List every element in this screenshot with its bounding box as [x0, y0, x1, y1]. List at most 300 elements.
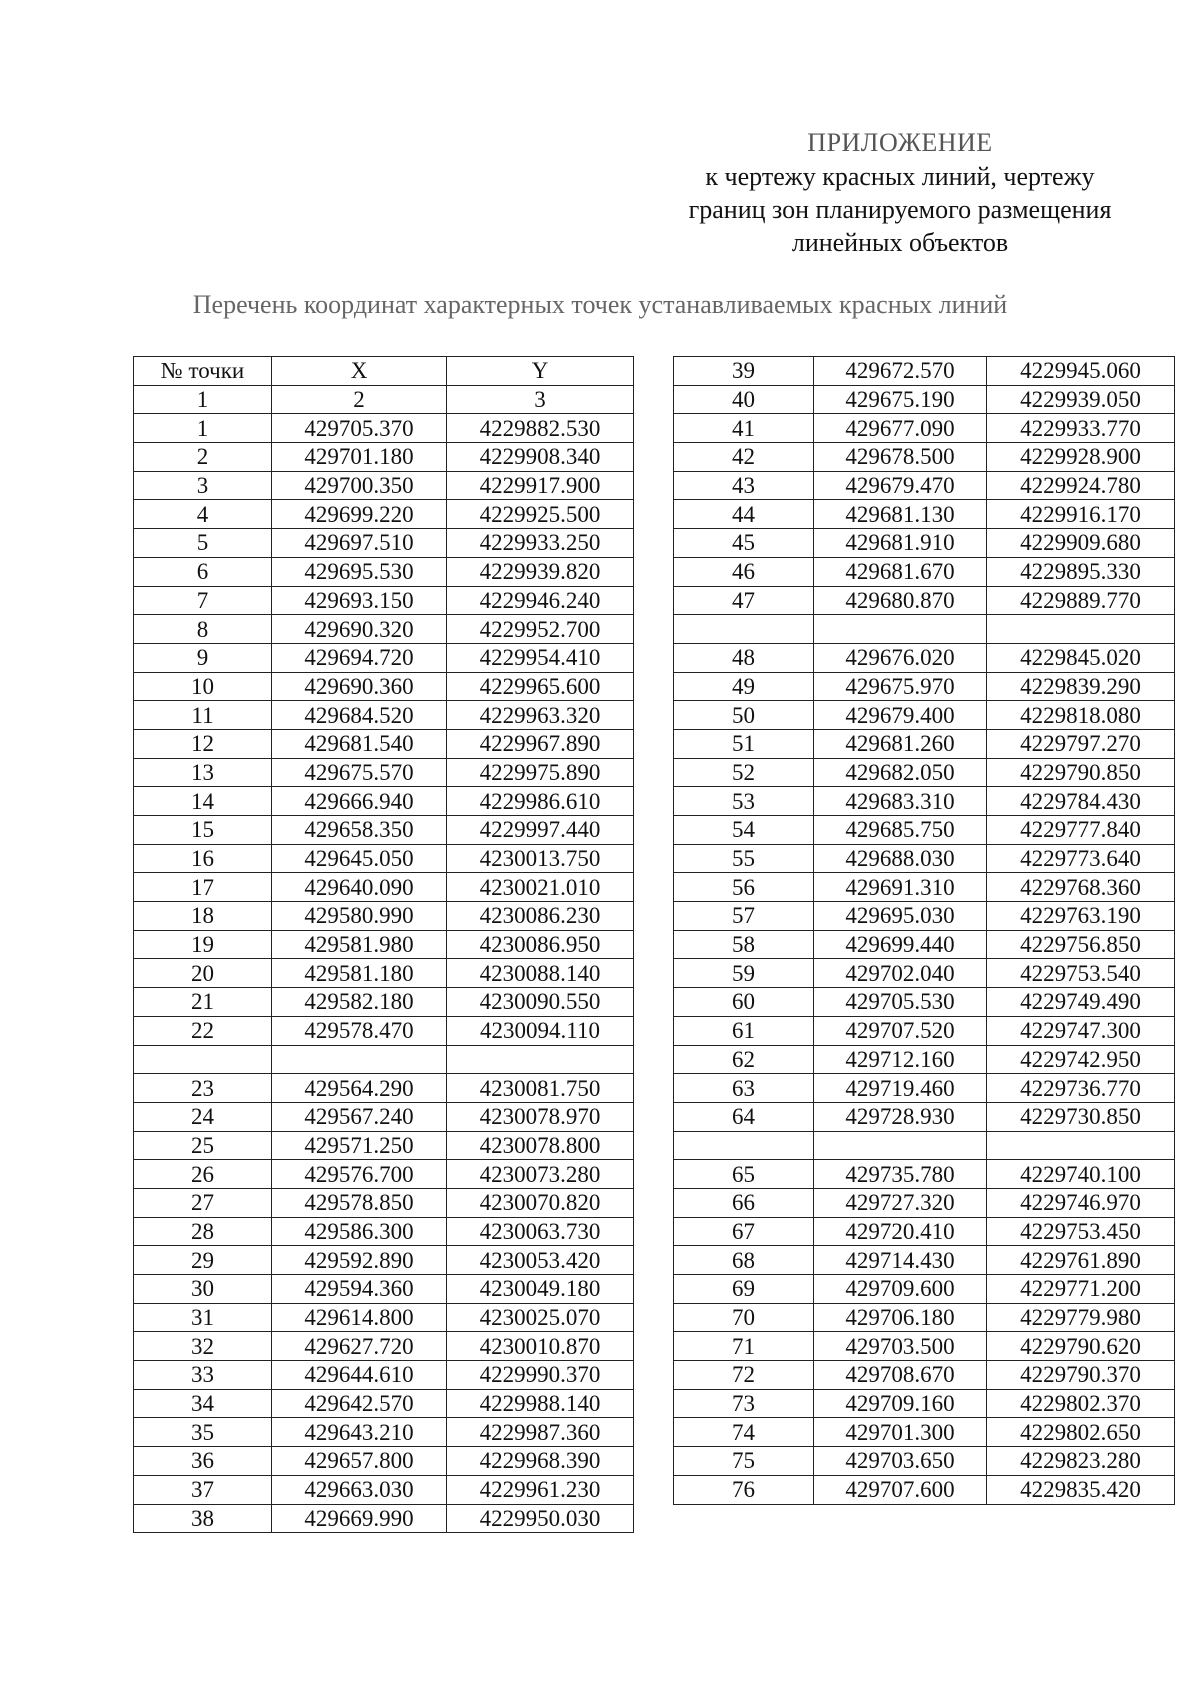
y-coordinate-cell: 4229749.490 [987, 988, 1175, 1017]
x-coordinate-cell: 429735.780 [814, 1160, 987, 1189]
x-coordinate-cell: 429644.610 [272, 1361, 447, 1390]
x-coordinate-cell: 429582.180 [272, 988, 447, 1017]
y-coordinate-cell: 4229946.240 [447, 586, 634, 615]
x-coordinate-cell: 429627.720 [272, 1332, 447, 1361]
y-coordinate-cell: 4230078.800 [447, 1131, 634, 1160]
x-coordinate-cell: 429614.800 [272, 1303, 447, 1332]
x-coordinate-cell: 429688.030 [814, 844, 987, 873]
table-row [674, 816, 1175, 845]
table-row [674, 988, 1175, 1017]
point-number-cell: 38 [134, 1504, 272, 1533]
x-coordinate-cell: 429578.850 [272, 1188, 447, 1217]
x-coordinate-cell [814, 615, 987, 644]
table-row [674, 1475, 1175, 1504]
y-coordinate-cell: 4229924.780 [987, 471, 1175, 500]
x-coordinate-cell: 429703.650 [814, 1447, 987, 1476]
point-number-cell: 62 [674, 1045, 814, 1074]
table-row [134, 414, 634, 443]
point-number-cell: 24 [134, 1102, 272, 1131]
x-coordinate-cell: 429695.530 [272, 557, 447, 586]
x-coordinate-cell: 429690.360 [272, 672, 447, 701]
point-number-cell: 3 [134, 471, 272, 500]
point-number-cell: 13 [134, 758, 272, 787]
coordinates-table-right [673, 356, 1175, 1505]
y-coordinate-cell: 4230025.070 [447, 1303, 634, 1332]
table-row [674, 357, 1175, 386]
y-coordinate-cell: 4229986.610 [447, 787, 634, 816]
point-number-cell: 56 [674, 873, 814, 902]
x-coordinate-cell: 429712.160 [814, 1045, 987, 1074]
point-number-cell [134, 1045, 272, 1074]
x-coordinate-cell: 429669.990 [272, 1504, 447, 1533]
x-coordinate-cell: 429707.600 [814, 1475, 987, 1504]
y-coordinate-cell: 4229761.890 [987, 1246, 1175, 1275]
x-coordinate-cell: 429680.870 [814, 586, 987, 615]
y-coordinate-cell: 4229939.050 [987, 385, 1175, 414]
x-coordinate-cell: 429727.320 [814, 1188, 987, 1217]
x-coordinate-cell [272, 1045, 447, 1074]
point-number-cell: 53 [674, 787, 814, 816]
point-number-cell [674, 1131, 814, 1160]
table-row [674, 758, 1175, 787]
x-coordinate-cell: 429702.040 [814, 959, 987, 988]
point-number-cell: 37 [134, 1475, 272, 1504]
y-coordinate-cell: 4229797.270 [987, 729, 1175, 758]
table-row [674, 930, 1175, 959]
table-row [134, 615, 634, 644]
table-row [134, 1160, 634, 1189]
point-number-cell: 68 [674, 1246, 814, 1275]
point-number-cell: 27 [134, 1188, 272, 1217]
x-coordinate-cell: 429657.800 [272, 1447, 447, 1476]
table-header-row [134, 357, 634, 386]
y-coordinate-cell: 4229818.080 [987, 701, 1175, 730]
table-row [674, 643, 1175, 672]
x-coordinate-cell: 429699.440 [814, 930, 987, 959]
y-coordinate-cell: 4230021.010 [447, 873, 634, 902]
x-coordinate-cell: 429642.570 [272, 1389, 447, 1418]
table-row [674, 1074, 1175, 1103]
point-number-cell: 11 [134, 701, 272, 730]
y-coordinate-cell: 4229952.700 [447, 615, 634, 644]
point-number-cell: 8 [134, 615, 272, 644]
table-row [134, 1447, 634, 1476]
y-coordinate-cell: 4229939.820 [447, 557, 634, 586]
y-coordinate-cell: 4229756.850 [987, 930, 1175, 959]
x-coordinate-cell: 429683.310 [814, 787, 987, 816]
y-coordinate-cell: 4229790.370 [987, 1361, 1175, 1390]
y-coordinate-cell: 4229954.410 [447, 643, 634, 672]
y-coordinate-cell: 4229882.530 [447, 414, 634, 443]
x-coordinate-cell: 429564.290 [272, 1074, 447, 1103]
y-coordinate-cell: 4229823.280 [987, 1447, 1175, 1476]
point-number-cell: 67 [674, 1217, 814, 1246]
y-coordinate-cell: 4229802.370 [987, 1389, 1175, 1418]
table-row [134, 1217, 634, 1246]
table-row [674, 500, 1175, 529]
point-number-cell: 58 [674, 930, 814, 959]
table-row [134, 1475, 634, 1504]
y-coordinate-cell: 4229928.900 [987, 443, 1175, 472]
point-number-cell: 35 [134, 1418, 272, 1447]
table-row [134, 586, 634, 615]
table-row [674, 873, 1175, 902]
x-coordinate-cell: 429663.030 [272, 1475, 447, 1504]
point-number-cell: 72 [674, 1361, 814, 1390]
y-coordinate-cell: 4230073.280 [447, 1160, 634, 1189]
y-coordinate-cell: 4229967.890 [447, 729, 634, 758]
x-coordinate-cell: 429706.180 [814, 1303, 987, 1332]
y-coordinate-cell: 4230090.550 [447, 988, 634, 1017]
x-coordinate-cell: 429697.510 [272, 529, 447, 558]
y-coordinate-cell: 4229909.680 [987, 529, 1175, 558]
point-number-cell: 75 [674, 1447, 814, 1476]
x-coordinate-cell: 429580.990 [272, 902, 447, 931]
x-coordinate-cell: 429709.600 [814, 1275, 987, 1304]
table-row [134, 1418, 634, 1447]
x-coordinate-cell: 429645.050 [272, 844, 447, 873]
y-coordinate-cell: 4229736.770 [987, 1074, 1175, 1103]
table-row [134, 787, 634, 816]
x-coordinate-cell: 429685.750 [814, 816, 987, 845]
x-coordinate-cell: 429594.360 [272, 1275, 447, 1304]
point-number-cell: 29 [134, 1246, 272, 1275]
table-row [674, 615, 1175, 644]
point-number-cell: 9 [134, 643, 272, 672]
x-coordinate-cell: 429714.430 [814, 1246, 987, 1275]
table-row [674, 1447, 1175, 1476]
y-coordinate-cell: 4229925.500 [447, 500, 634, 529]
y-coordinate-cell: 4229835.420 [987, 1475, 1175, 1504]
point-number-cell: 45 [674, 529, 814, 558]
table-row [674, 557, 1175, 586]
x-coordinate-cell: 429576.700 [272, 1160, 447, 1189]
y-coordinate-cell: 4229945.060 [987, 357, 1175, 386]
table-row [674, 701, 1175, 730]
table-row [134, 643, 634, 672]
y-coordinate-cell: 4229965.600 [447, 672, 634, 701]
y-coordinate-cell: 4229784.430 [987, 787, 1175, 816]
x-coordinate-cell: 429705.530 [814, 988, 987, 1017]
x-coordinate-cell: 429586.300 [272, 1217, 447, 1246]
x-coordinate-cell: 429707.520 [814, 1016, 987, 1045]
y-coordinate-cell: 4229997.440 [447, 816, 634, 845]
y-coordinate-cell: 4230063.730 [447, 1217, 634, 1246]
y-coordinate-cell: 4229779.980 [987, 1303, 1175, 1332]
y-coordinate-cell: 4229771.200 [987, 1275, 1175, 1304]
y-coordinate-cell: 4229988.140 [447, 1389, 634, 1418]
point-number-cell: 76 [674, 1475, 814, 1504]
x-coordinate-cell: 429567.240 [272, 1102, 447, 1131]
point-number-cell: 19 [134, 930, 272, 959]
table-row [134, 758, 634, 787]
table-row [134, 1131, 634, 1160]
x-coordinate-cell: 429571.250 [272, 1131, 447, 1160]
y-coordinate-cell: 4229933.250 [447, 529, 634, 558]
y-coordinate-cell: 4229845.020 [987, 643, 1175, 672]
point-number-cell: 7 [134, 586, 272, 615]
table-index-row [134, 385, 634, 414]
x-coordinate-cell: 429690.320 [272, 615, 447, 644]
x-coordinate-cell: 429701.300 [814, 1418, 987, 1447]
table-row [674, 1418, 1175, 1447]
table-row [134, 1361, 634, 1390]
x-coordinate-cell: 429640.090 [272, 873, 447, 902]
x-coordinate-cell: 429676.020 [814, 643, 987, 672]
x-coordinate-cell: 429675.190 [814, 385, 987, 414]
x-coordinate-cell: 429643.210 [272, 1418, 447, 1447]
y-coordinate-cell: 4229961.230 [447, 1475, 634, 1504]
x-coordinate-cell: 429677.090 [814, 414, 987, 443]
x-coordinate-cell: 429666.940 [272, 787, 447, 816]
y-coordinate-cell: 4229839.290 [987, 672, 1175, 701]
y-coordinate-cell: 4229753.540 [987, 959, 1175, 988]
table-row [134, 1332, 634, 1361]
point-number-cell: 41 [674, 414, 814, 443]
y-coordinate-cell: 4229802.650 [987, 1418, 1175, 1447]
y-coordinate-cell: 4229790.850 [987, 758, 1175, 787]
y-coordinate-cell: 4229950.030 [447, 1504, 634, 1533]
table-row [674, 787, 1175, 816]
x-coordinate-cell: 429679.400 [814, 701, 987, 730]
table-row [674, 1045, 1175, 1074]
y-coordinate-cell: Y [447, 357, 634, 386]
x-coordinate-cell: 429592.890 [272, 1246, 447, 1275]
table-row [134, 988, 634, 1017]
y-coordinate-cell: 4229773.640 [987, 844, 1175, 873]
appendix-line: линейных объектов [791, 228, 1009, 257]
table-row [674, 1389, 1175, 1418]
point-number-cell: 44 [674, 500, 814, 529]
x-coordinate-cell: 429709.160 [814, 1389, 987, 1418]
y-coordinate-cell: 4230086.950 [447, 930, 634, 959]
point-number-cell: 70 [674, 1303, 814, 1332]
point-number-cell: 69 [674, 1275, 814, 1304]
y-coordinate-cell [987, 615, 1175, 644]
y-coordinate-cell: 4229990.370 [447, 1361, 634, 1390]
table-row [674, 959, 1175, 988]
point-number-cell: 63 [674, 1074, 814, 1103]
appendix-heading [640, 126, 1160, 259]
y-coordinate-cell: 4229742.950 [987, 1045, 1175, 1074]
table-row [134, 930, 634, 959]
table-row [674, 672, 1175, 701]
point-number-cell: 1 [134, 414, 272, 443]
x-coordinate-cell: 429708.670 [814, 1361, 987, 1390]
x-coordinate-cell: X [272, 357, 447, 386]
table-row [134, 873, 634, 902]
y-coordinate-cell: 4229768.360 [987, 873, 1175, 902]
x-coordinate-cell: 429703.500 [814, 1332, 987, 1361]
y-coordinate-cell: 4229968.390 [447, 1447, 634, 1476]
table-row [674, 443, 1175, 472]
table-row [674, 1016, 1175, 1045]
table-row [134, 1504, 634, 1533]
y-coordinate-cell: 4229975.890 [447, 758, 634, 787]
table-row [134, 1188, 634, 1217]
point-number-cell: 2 [134, 443, 272, 472]
table-row [134, 1016, 634, 1045]
table-row [134, 1246, 634, 1275]
point-number-cell: 6 [134, 557, 272, 586]
point-number-cell: 14 [134, 787, 272, 816]
point-number-cell: 4 [134, 500, 272, 529]
point-number-cell: 65 [674, 1160, 814, 1189]
point-number-cell: 46 [674, 557, 814, 586]
point-number-cell: 51 [674, 729, 814, 758]
point-number-cell: 33 [134, 1361, 272, 1390]
point-number-cell: 22 [134, 1016, 272, 1045]
point-number-cell: 54 [674, 816, 814, 845]
point-number-cell: 15 [134, 816, 272, 845]
table-row [134, 729, 634, 758]
table-row [134, 1303, 634, 1332]
y-coordinate-cell: 4230094.110 [447, 1016, 634, 1045]
y-coordinate-cell: 4229916.170 [987, 500, 1175, 529]
y-coordinate-cell: 4230013.750 [447, 844, 634, 873]
y-coordinate-cell: 4229933.770 [987, 414, 1175, 443]
table-row [134, 529, 634, 558]
x-coordinate-cell: 429720.410 [814, 1217, 987, 1246]
point-number-cell: 31 [134, 1303, 272, 1332]
table-row [134, 816, 634, 845]
point-number-cell: 1 [134, 385, 272, 414]
table-row [674, 1102, 1175, 1131]
point-number-cell: 52 [674, 758, 814, 787]
table-row [134, 1102, 634, 1131]
point-number-cell: 32 [134, 1332, 272, 1361]
point-number-cell: 10 [134, 672, 272, 701]
table-row [674, 1131, 1175, 1160]
point-number-cell: 50 [674, 701, 814, 730]
table-row [674, 729, 1175, 758]
y-coordinate-cell: 4230010.870 [447, 1332, 634, 1361]
y-coordinate-cell [447, 1045, 634, 1074]
point-number-cell [674, 615, 814, 644]
y-coordinate-cell: 4229895.330 [987, 557, 1175, 586]
y-coordinate-cell [987, 1131, 1175, 1160]
table-row [134, 672, 634, 701]
table-row [674, 1332, 1175, 1361]
y-coordinate-cell: 4229753.450 [987, 1217, 1175, 1246]
x-coordinate-cell: 429691.310 [814, 873, 987, 902]
y-coordinate-cell: 4229889.770 [987, 586, 1175, 615]
x-coordinate-cell: 429695.030 [814, 902, 987, 931]
y-coordinate-cell: 3 [447, 385, 634, 414]
x-coordinate-cell: 429658.350 [272, 816, 447, 845]
point-number-cell: 17 [134, 873, 272, 902]
x-coordinate-cell: 429728.930 [814, 1102, 987, 1131]
y-coordinate-cell: 4229987.360 [447, 1418, 634, 1447]
table-row [674, 1303, 1175, 1332]
point-number-cell: 74 [674, 1418, 814, 1447]
x-coordinate-cell: 429701.180 [272, 443, 447, 472]
x-coordinate-cell: 429682.050 [814, 758, 987, 787]
table-row [674, 1361, 1175, 1390]
point-number-cell: 28 [134, 1217, 272, 1246]
x-coordinate-cell: 429684.520 [272, 701, 447, 730]
y-coordinate-cell: 4229746.970 [987, 1188, 1175, 1217]
point-number-cell: 36 [134, 1447, 272, 1476]
y-coordinate-cell: 4229790.620 [987, 1332, 1175, 1361]
table-row [674, 529, 1175, 558]
point-number-cell: 34 [134, 1389, 272, 1418]
table-row [674, 414, 1175, 443]
x-coordinate-cell: 429672.570 [814, 357, 987, 386]
table-row [134, 701, 634, 730]
appendix-line: к чертежу красных линий, чертежу [705, 162, 1095, 191]
table-row [134, 443, 634, 472]
point-number-cell: 21 [134, 988, 272, 1017]
x-coordinate-cell: 429681.910 [814, 529, 987, 558]
appendix-line: границ зон планируемого размещения [688, 195, 1112, 224]
y-coordinate-cell: 4229763.190 [987, 902, 1175, 931]
point-number-cell: 47 [674, 586, 814, 615]
table-row [134, 844, 634, 873]
x-coordinate-cell: 429581.180 [272, 959, 447, 988]
x-coordinate-cell: 429675.570 [272, 758, 447, 787]
x-coordinate-cell: 429705.370 [272, 414, 447, 443]
y-coordinate-cell: 4229908.340 [447, 443, 634, 472]
x-coordinate-cell: 429719.460 [814, 1074, 987, 1103]
point-number-cell: 55 [674, 844, 814, 873]
point-number-cell: 59 [674, 959, 814, 988]
point-number-cell: 40 [674, 385, 814, 414]
y-coordinate-cell: 4230086.230 [447, 902, 634, 931]
point-number-cell: 42 [674, 443, 814, 472]
x-coordinate-cell: 2 [272, 385, 447, 414]
point-number-cell: 23 [134, 1074, 272, 1103]
y-coordinate-cell: 4230081.750 [447, 1074, 634, 1103]
point-number-cell: 26 [134, 1160, 272, 1189]
table-row [134, 1045, 634, 1074]
x-coordinate-cell: 429693.150 [272, 586, 447, 615]
x-coordinate-cell: 429681.260 [814, 729, 987, 758]
point-number-cell: 20 [134, 959, 272, 988]
point-number-cell: 73 [674, 1389, 814, 1418]
point-number-cell: 61 [674, 1016, 814, 1045]
point-number-cell: 16 [134, 844, 272, 873]
table-row [134, 500, 634, 529]
x-coordinate-cell: 429681.670 [814, 557, 987, 586]
point-number-cell: 64 [674, 1102, 814, 1131]
y-coordinate-cell: 4229917.900 [447, 471, 634, 500]
x-coordinate-cell [814, 1131, 987, 1160]
appendix-title: ПРИЛОЖЕНИЕ [807, 128, 993, 157]
point-number-cell: № точки [134, 357, 272, 386]
table-row [674, 902, 1175, 931]
x-coordinate-cell: 429581.980 [272, 930, 447, 959]
coordinates-list-title: Перечень координат характерных точек устанавливаемых красных линий [192, 290, 1008, 319]
table-row [674, 844, 1175, 873]
point-number-cell: 49 [674, 672, 814, 701]
point-number-cell: 25 [134, 1131, 272, 1160]
table-row [134, 902, 634, 931]
x-coordinate-cell: 429679.470 [814, 471, 987, 500]
x-coordinate-cell: 429681.540 [272, 729, 447, 758]
x-coordinate-cell: 429681.130 [814, 500, 987, 529]
table-row [134, 1275, 634, 1304]
table-row [674, 1160, 1175, 1189]
y-coordinate-cell: 4229747.300 [987, 1016, 1175, 1045]
point-number-cell: 71 [674, 1332, 814, 1361]
point-number-cell: 57 [674, 902, 814, 931]
table-row [674, 1217, 1175, 1246]
y-coordinate-cell: 4229730.850 [987, 1102, 1175, 1131]
y-coordinate-cell: 4230053.420 [447, 1246, 634, 1275]
coordinates-table-left [133, 356, 634, 1533]
table-row [674, 586, 1175, 615]
